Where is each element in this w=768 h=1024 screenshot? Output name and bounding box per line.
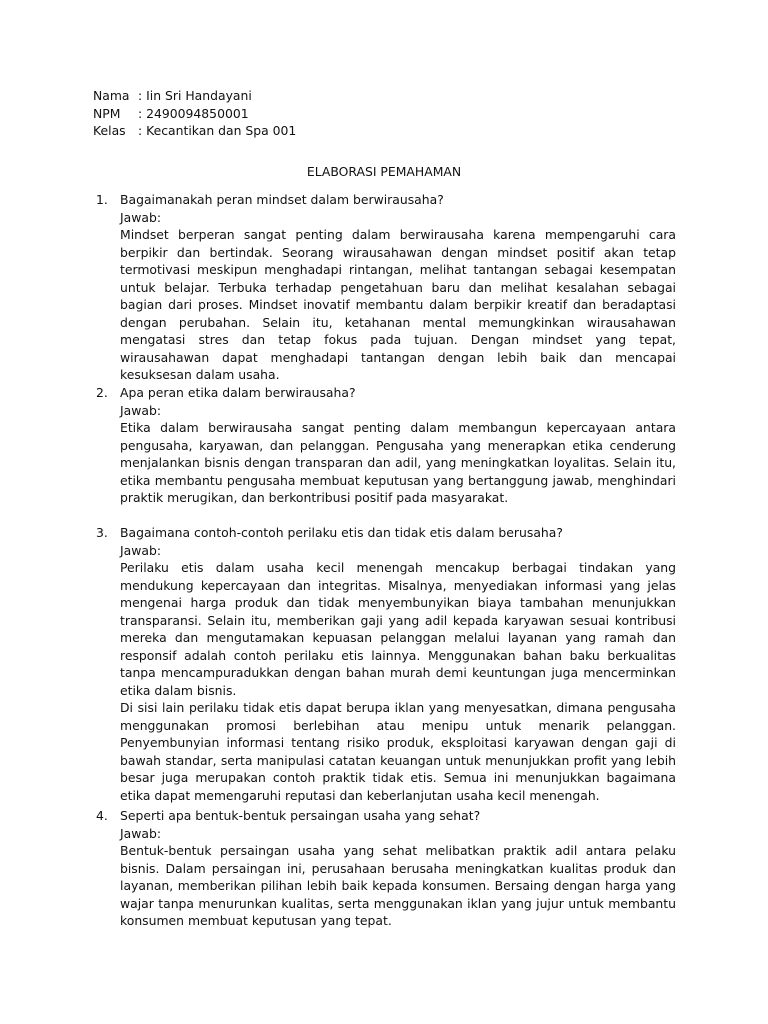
question-body xyxy=(120,524,676,804)
class-row xyxy=(93,122,296,140)
answer-label: Jawab: xyxy=(120,402,162,418)
question-text: Apa peran etika dalam berwirausaha? xyxy=(120,385,356,400)
question-item-4 xyxy=(96,807,676,930)
answer-label: Jawab: xyxy=(120,542,162,558)
question-number: 4. xyxy=(96,808,108,823)
question-text: Seperti apa bentuk-bentuk persaingan usaha yang sehat? xyxy=(120,808,481,823)
npm-row xyxy=(93,105,296,123)
question-text: Bagaimanakah peran mindset dalam berwirausaha? xyxy=(120,192,444,207)
class-label: Kelas xyxy=(93,123,126,138)
document-title: ELABORASI PEMAHAMAN xyxy=(306,164,462,179)
question-number: 1. xyxy=(96,192,108,207)
answer-paragraph: Mindset berperan sangat penting dalam berwirausaha karena mempengaruhi cara berpikir dan bertindak. Seorang wirausahawan dengan mindset positif akan tetap termotivasi meskipun menghadapi rintangan, melihat tantangan sebagai kesempatan untuk belajar. Terbuka terhadap pengetahuan baru dan melihat kesalahan sebagai bagian dari proses. Mindset inovatif membantu dalam berpikir kreatif dan beradaptasi dengan perubahan. Selain itu, ketahanan mental memungkinkan wirausahawan mengatasi stres dan tetap fokus pada tujuan. Dengan mindset yang tepat, wirausahawan dapat menghadapi tantangan dengan lebih baik dan mencapai kesuksesan dalam usaha. xyxy=(120,227,676,382)
question-body xyxy=(120,191,676,384)
answer-paragraph: Etika dalam berwirausaha sangat penting dalam membangun kepercayaan antara pengusaha, karyawan, dan pelanggan. Pengusaha yang menerapkan etika cenderung menjalankan bisnis dengan transparan dan adil, yang meningkatkan loyalitas. Selain itu, etika membantu pengusaha membuat keputusan yang bertanggung jawab, menghindari praktik merugikan, dan berkontribusi positif pada masyarakat. xyxy=(120,420,676,505)
npm-value: : 2490094850001 xyxy=(138,105,249,121)
question-number: 3. xyxy=(96,525,108,540)
class-value: : Kecantikan dan Spa 001 xyxy=(138,123,297,138)
student-info xyxy=(93,87,296,140)
question-item-2 xyxy=(96,384,676,507)
name-value: : Iin Sri Handayani xyxy=(138,88,252,103)
answer-label: Jawab: xyxy=(120,825,162,841)
answer-paragraph: Di sisi lain perilaku tidak etis dapat berupa iklan yang menyesatkan, dimana pengusaha menggunakan promosi berlebihan atau menipu untuk menarik pelanggan. Penyembunyian informasi tentang risiko produk, eksploitasi karyawan dengan gaji di bawah standar, serta manipulasi catatan keuangan untuk menunjukkan profit yang lebih besar juga merupakan contoh praktik tidak etis. Semua ini menunjukkan bagaimana etika dapat memengaruhi reputasi dan keberlanjutan usaha kecil menengah. xyxy=(120,700,676,803)
answer-paragraph: Bentuk-bentuk persaingan usaha yang sehat melibatkan praktik adil antara pelaku bisnis. Dalam persaingan ini, perusahaan berusaha meningkatkan kualitas produk dan layanan, memberikan pilihan lebih baik kepada konsumen. Bersaing dengan harga yang wajar tanpa menurunkan kualitas, serta menggunakan iklan yang jujur untuk membantu konsumen membuat keputusan yang tepat. xyxy=(120,843,676,928)
question-text: Bagaimana contoh-contoh perilaku etis dan tidak etis dalam berusaha? xyxy=(120,525,563,540)
answer-paragraph: Perilaku etis dalam usaha kecil menengah mencakup berbagai tindakan yang mendukung kepercayaan dan integritas. Misalnya, menyediakan informasi yang jelas mengenai harga produk dan tidak menyembunyikan biaya tambahan menunjukkan transparansi. Selain itu, memberikan gaji yang adil kepada karyawan sesuai kontribusi mereka dan mengutamakan kepuasan pelanggan melalui layanan yang ramah dan responsif adalah contoh perilaku etis lainnya. Menggunakan bahan baku berkualitas tanpa mencampuradukkan dengan bahan murah demi keuntungan juga mencerminkan etika dalam bisnis. xyxy=(120,560,676,698)
question-item-3 xyxy=(96,524,676,804)
npm-label: NPM xyxy=(93,105,121,121)
question-body xyxy=(120,384,676,507)
question-body xyxy=(120,807,676,930)
answer-label: Jawab: xyxy=(120,209,162,225)
question-number: 2. xyxy=(96,385,108,400)
question-item-1 xyxy=(96,191,676,384)
name-label: Nama xyxy=(93,88,130,103)
name-row xyxy=(93,87,296,105)
